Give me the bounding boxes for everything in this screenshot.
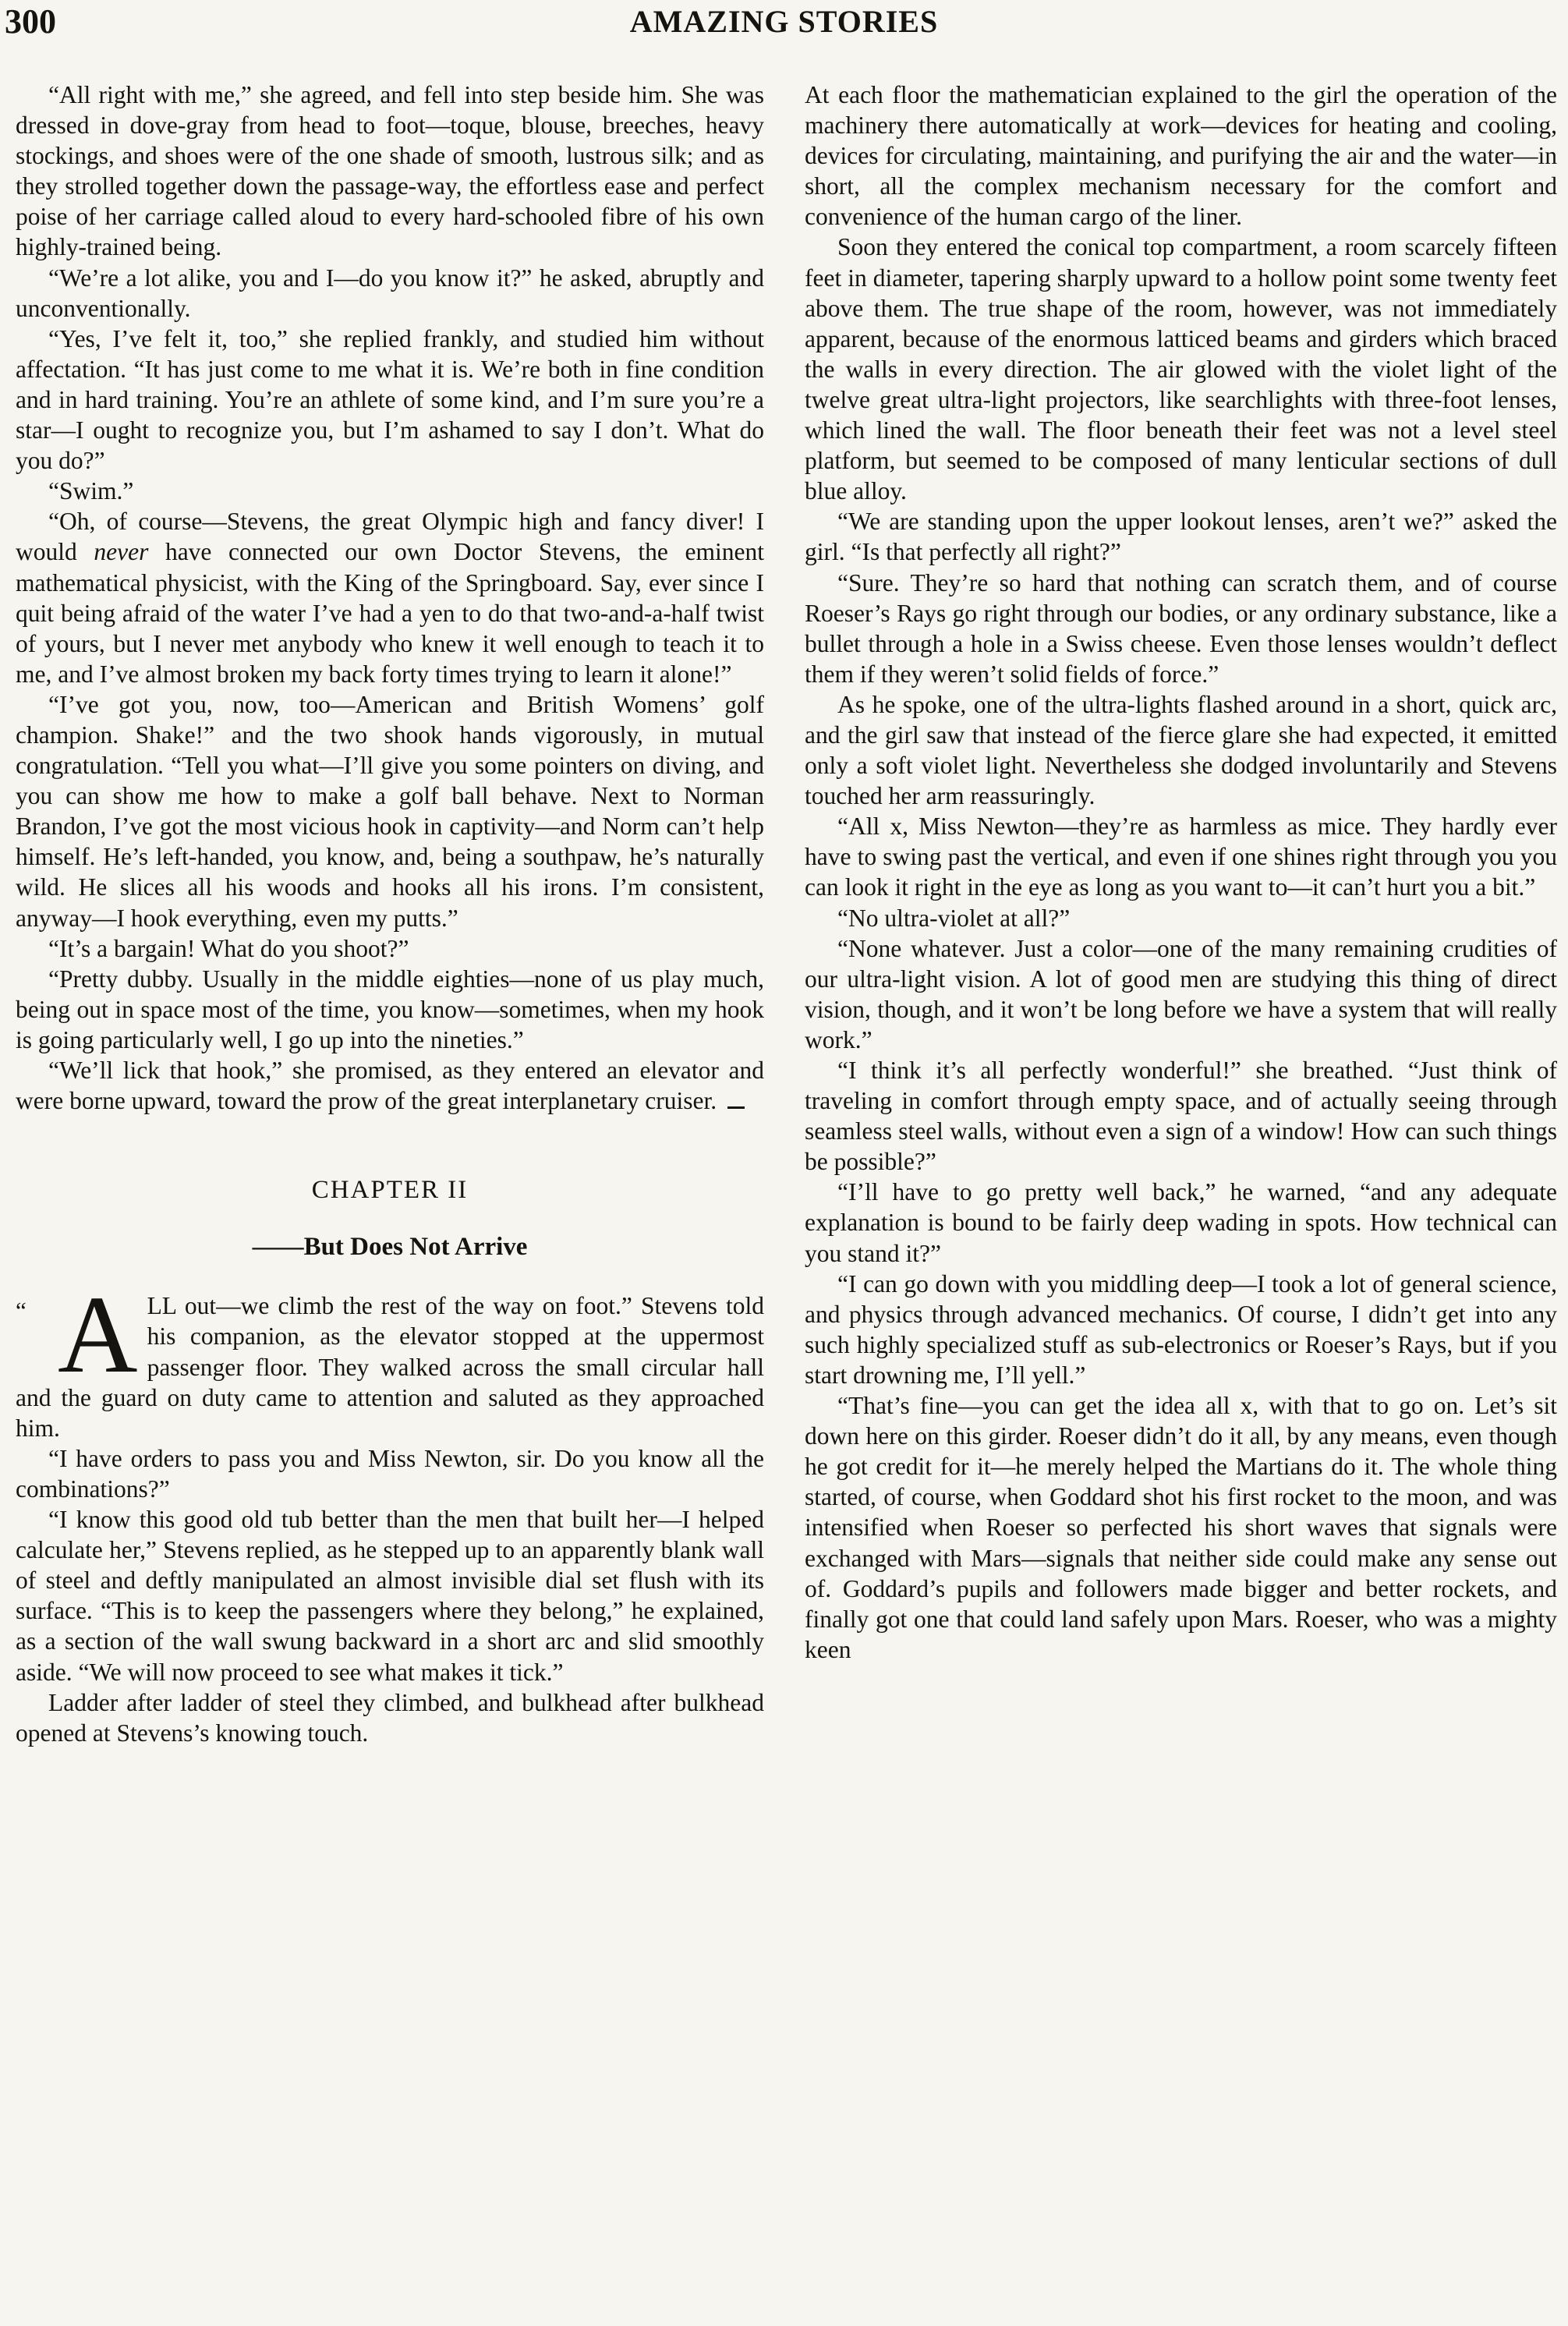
paragraph: “I can go down with you middling deep—I took a lot of general science, and physics through advanced mechanics. Of course, I didn’t get into any such highly specialized stuff as sub-electronics or Roeser’s Rays, but if you start drowning me, I’ll yell.” [805,1269,1557,1389]
drop-quote: “ [16,1297,27,1325]
paragraph: “Sure. They’re so hard that nothing can scratch them, and of course Roeser’s Rays go right through our bodies, or any ordinary substance, like a bullet through a hole in a Swiss cheese. Even those lenses wouldn’t deflect them if they weren’t solid fields of force.” [805,568,1557,688]
right-column [805,80,1557,1665]
paragraph: “I have orders to pass you and Miss Newton, sir. Do you know all the combinations?” [16,1444,764,1503]
paragraph: “All right with me,” she agreed, and fell into step beside him. She was dressed in dove-gray from head to foot—toque, blouse, breeches, heavy stockings, and shoes were of the one shade of smooth, lustrous silk; and as they strolled together down the passage-way, the effortless ease and perfect poise of her carriage called aloud to every hard-schooled fibre of his own highly-trained being. [16,81,764,261]
paragraph: “We’re a lot alike, you and I—do you know it?” he asked, abruptly and unconventionally. [16,264,764,322]
magazine-title: AMAZING STORIES [629,4,939,39]
paragraph: “None whatever. Just a color—one of the many remaining crudities of our ultra-light vision. A lot of good men are studying this thing of direct vision, though, and it won’t be long before we have a system that will really work.” [805,934,1557,1053]
text-run: “We’ll lick that hook,” she promised, as they entered an elevator and were borne upward, toward the prow of the great interplanetary cruiser. [16,1057,764,1115]
paragraph: Soon they entered the conical top compartment, a room scarcely fifteen feet in diameter, tapering sharply upward to a hollow point some twenty feet above them. The true shape of the room, however, was not immediately apparent, because of the enormous latticed beams and girders which braced the walls in every direction. The air glowed with the violet light of the twelve great ultra-light projectors, like searchlights with three-foot lenses, which lined the wall. The floor beneath their feet was not a level steel platform, but seemed to be composed of many lenticular sections of dull blue alloy. [805,233,1557,505]
section-end-mark [727,1106,745,1109]
chapter-heading: CHAPTER II [311,1176,469,1205]
paragraph: “All x, Miss Newton—they’re as harmless as mice. They hardly ever have to swing past the vertical, and even if one shines right through you you can look it right in the eye as long as you want to—it can’t hurt you a bit.” [805,813,1557,901]
paragraph [16,1055,764,1116]
chapter-subtitle: ——But Does Not Arrive [252,1233,528,1262]
paragraph: “No ultra-violet at all?” [837,904,1071,932]
chapter-opening-paragraph [16,1273,764,1443]
emphasis: never [94,538,149,566]
paragraph: “It’s a bargain! What do you shoot?” [48,934,409,962]
text-run: have connected our own Doctor Stevens, the eminent mathematical physicist, with the King of the Springboard. Say, ever since I quit being afraid of the water I’ve had a yen to do that two-and-a-half twist of yours, but I never met anybody who knew it well enough to teach it to me, and I’ve almost broken my back forty times trying to learn it alone!” [16,538,764,688]
paragraph: As he spoke, one of the ultra-lights flashed around in a short, quick arc, and the girl saw that instead of the fierce glare she had expected, it emitted only a soft violet light. Nevertheless she dodged involuntarily and Stevens touched her arm reassuringly. [805,690,1557,810]
paragraph: “Swim.” [48,477,134,505]
paragraph: Ladder after ladder of steel they climbed, and bulkhead after bulkhead opened at Stevens’s knowing touch. [16,1688,764,1747]
paragraph: “We are standing upon the upper lookout lenses, aren’t we?” asked the girl. “Is that perfectly all right?” [805,508,1557,566]
text-run: LL out—we climb the rest of the way on foot.” Stevens told his companion, as the elevator stopped at the uppermost passenger floor. They walked across the small circular hall and the guard on duty came to attention and saluted as they approached him. [16,1292,764,1442]
paragraph: “That’s fine—you can get the idea all x, with that to go on. Let’s sit down here on this girder. Roeser didn’t do it all, by any means, even though he got credit for it—he merely helped the Martians do it. The whole thing started, of course, when Goddard shot his first rocket to the moon, and was intensified when Roeser so perfected his short waves that signals were exchanged with Mars—signals that neither side could make any sense out of. Goddard’s pupils and followers made bigger and better rockets, and finally got one that could land safely upon Mars. Roeser, who was a mighty keen [805,1392,1557,1663]
drop-cap [16,1273,138,1397]
paragraph: “I’ve got you, now, too—American and British Womens’ golf champion. Shake!” and the two shook hands vigorously, in mutual congratulation. “Tell you what—I’ll give you some pointers on diving, and you can show me how to make a golf ball behave. Next to Norman Brandon, I’ve got the most vicious hook in captivity—and Norm can’t help himself. He’s left-handed, you know, and, being a southpaw, he’s naturally wild. He slices all his woods and hooks all his irons. I’m consistent, anyway—I hook everything, even my putts.” [16,690,764,932]
paragraph: “I know this good old tub better than the men that built her—I helped calculate her,” Stevens replied, as he stepped up to an apparently blank wall of steel and deftly manipulated an almost invisible dial set flush with its surface. “This is to keep the passengers where they belong,” he explained, as a section of the wall swung backward in a short arc and slid smoothly aside. “We will now proceed to see what makes it tick.” [16,1506,764,1686]
drop-cap-letter: A [58,1273,138,1397]
paragraph: “I’ll have to go pretty well back,” he warned, “and any adequate explanation is bound to be fairly deep wading in spots. How technical can you stand it?” [805,1178,1557,1267]
page-number: 300 [5,2,56,41]
left-column [16,80,764,1748]
running-header [0,0,1568,62]
paragraph: “I think it’s all perfectly wonderful!” she breathed. “Just think of traveling in comfort through empty space, and of actually seeing through seamless steel walls, without even a sign of a window! How can such things be possible?” [805,1057,1557,1176]
text-run: “Oh, of course—Stevens, the great Olympic high and fancy diver! I would [16,508,764,566]
paragraph: At each floor the mathematician explained to the girl the operation of the machinery there automatically at work—devices for heating and cooling, devices for circulating, maintaining, and purifying the air and the water—in short, all the complex mechanism necessary for the comfort and convenience of the human cargo of the liner. [805,81,1557,231]
paragraph: “Pretty dubby. Usually in the middle eighties—none of us play much, being out in space most of the time, you know—sometimes, when my hook is going particularly well, I go up into the nineties.” [16,965,764,1053]
paragraph [16,506,764,689]
paragraph: “Yes, I’ve felt it, too,” she replied frankly, and studied him without affectation. “It has just come to me what it is. We’re both in fine condition and in hard training. You’re an athlete of some kind, and I’m sure you’re a star—I ought to recognize you, but I’m ashamed to say I don’t. What do you do?” [16,324,764,475]
